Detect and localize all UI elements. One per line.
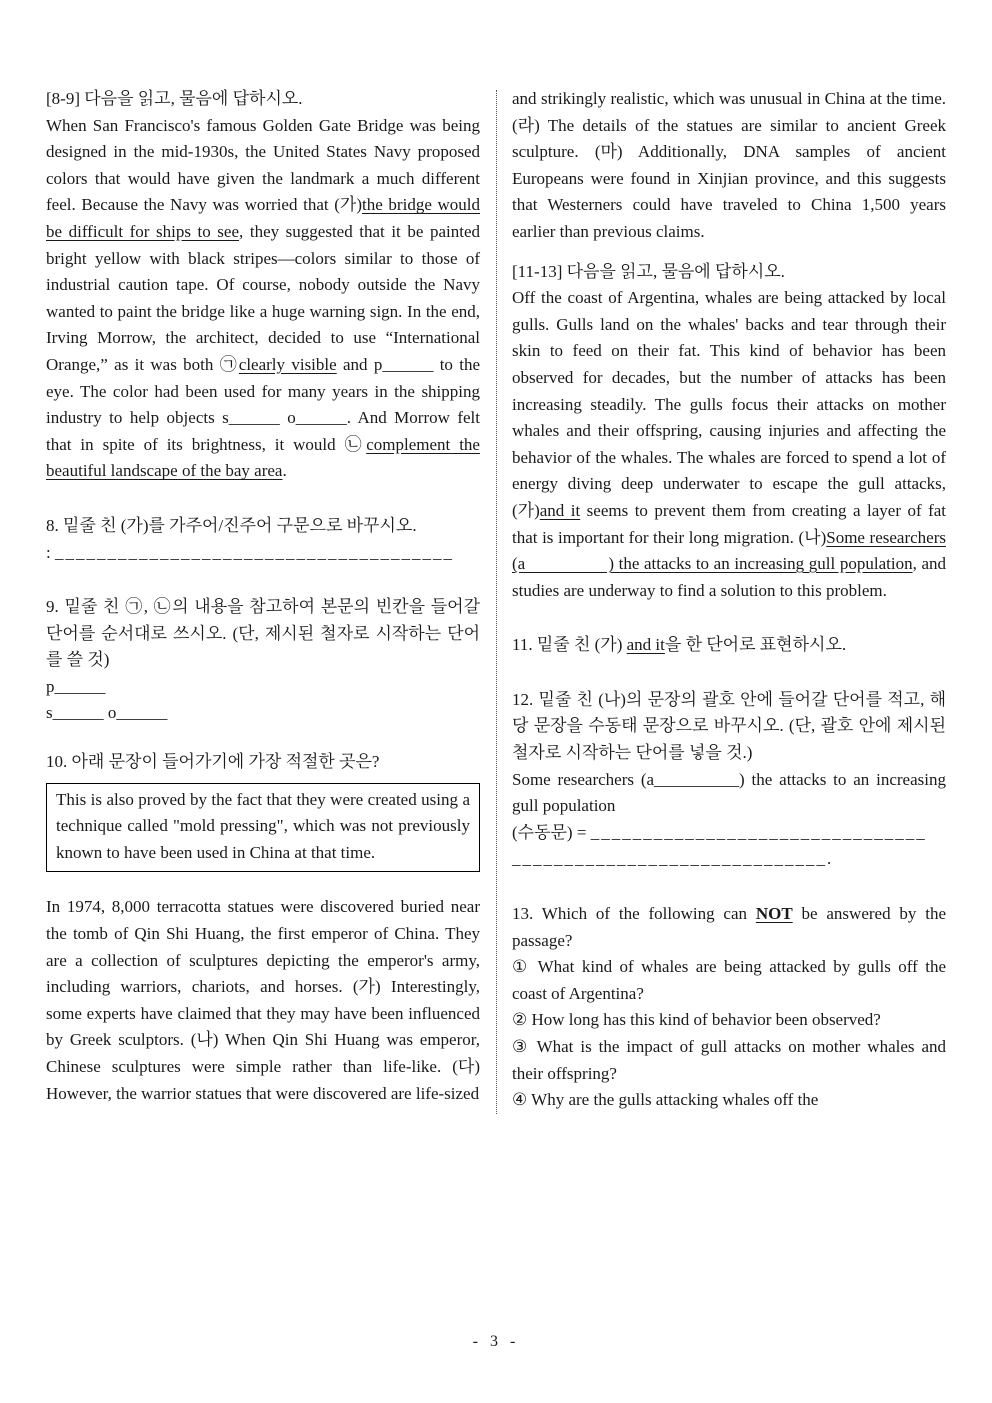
not-emphasis: NOT (755, 904, 793, 924)
passage-terracotta-continued: and strikingly realistic, which was unusual in China at the time. (라) The details of the statues are similar to ancient Greek sculpture. (마) Additionally, DNA samples of ancient Europeans were found in Xinjian province, and this suggests that Westerners could have traveled to China 1,500 years earlier than previous claims. (512, 89, 946, 241)
question-12-prompt: 12. 밑줄 친 (나)의 문장의 괄호 안에 들어갈 단어를 적고, 해당 문장을 수동태 문장으로 바꾸시오. (단, 괄호 안에 제시된 철자로 시작하는 단어를 넣을 것.) (512, 689, 946, 763)
underlined-phrase-na: Some researchers (a ) the attacks to an increasing gull population (512, 527, 946, 574)
passage-text: When San Francisco's famous Golden Gate Bridge was being designed in the mid-1930s, the United States Navy proposed colors that would have given the landmark a much different feel. Because the Navy was worried that (가) (46, 115, 480, 215)
question-12-passive-line-1: (수동문) = ________________________________ (512, 822, 927, 842)
question-13-option-1: ① What kind of whales are being attacked by gulls off the coast of Argentina? (512, 957, 946, 1003)
question-12-passive-line-2 (512, 846, 946, 873)
question-8 (46, 513, 480, 566)
underlined-phrase-ga: the bridge would be difficult for ships to see (46, 195, 481, 241)
section-11-13-header: [11-13] 다음을 읽고, 물음에 답하시오. (512, 261, 785, 281)
column-divider (496, 90, 497, 1114)
answer-blank: ______________________________________ (54, 542, 454, 562)
passage-whales-gulls (512, 285, 946, 604)
answer-blank: ______________________________. (512, 849, 834, 869)
passage-text: , they suggested that it be painted bright yellow with black stripes—colors similar to those of industrial caution tape. Of course, nobody outside the Navy wanted to paint the bridge like a huge warning sign. In the end, Irving Morrow, the architect, decided to use “International Orange,” as it was both ㉠ (46, 221, 480, 374)
insert-sentence-text: This is also proved by the fact that they were created using a technique called "mold pressing", which was not previously known to have been used in China at that time. (56, 789, 470, 862)
question-9-blank-s-o: s______ o______ (46, 703, 168, 723)
right-column (512, 86, 946, 1114)
question-13-option-3: ③ What is the impact of gull attacks on mother whales and their offspring? (512, 1037, 946, 1083)
left-column (46, 86, 480, 1114)
question-11-prompt: 11. 밑줄 친 (가) and it을 한 단어로 표현하시오. (512, 635, 847, 655)
answer-blank: ________________________________ (590, 822, 927, 842)
question-8-prompt: 8. 밑줄 친 (가)를 가주어/진주어 구문으로 바꾸시오. (46, 515, 417, 535)
passage-text: Off the coast of Argentina, whales are being attacked by local gulls. Gulls land on the whales' backs and tear through their skin to feed on their fat. This kind of behavior has been observed for decades, but the number of attacks has been increasing steadily. The gulls focus their attacks on mother whales and their offspring, causing injuries and affecting the behavior of the whales. The whales are forced to spend a lot of energy diving deep underwater to escape the gull attacks, (가) (512, 288, 946, 520)
question-13 (512, 901, 946, 1114)
question-9-prompt: 9. 밑줄 친 ㉠, ㉡의 내용을 참고하여 본문의 빈칸을 들어갈 단어를 순서대로 쓰시오. (단, 제시된 철자로 시작하는 단어를 쓸 것) (46, 597, 480, 670)
insert-sentence-box (46, 783, 480, 873)
underlined-phrase-circle1: clearly visible (238, 354, 337, 374)
underlined-phrase-ga: and it (539, 500, 581, 520)
passage-text: seems to prevent them from creating a layer of fat that is important for their long migration. (나) (512, 500, 946, 547)
question-13-prompt: 13. Which of the following can NOT be answered by the passage? (512, 904, 946, 950)
passage-text: , and studies are underway to find a solution to this problem. (512, 554, 947, 600)
passage-text: . (282, 461, 287, 481)
question-13-option-4: ④ Why are the gulls attacking whales off the (512, 1090, 819, 1110)
underlined-phrase-circle2: complement the beautiful landscape of the bay area (46, 434, 480, 481)
question-8-answer-line: : ______________________________________ (46, 542, 454, 562)
passage-golden-gate-bridge (46, 113, 480, 485)
question-12 (512, 687, 946, 873)
passage-terracotta: In 1974, 8,000 terracotta statues were discovered buried near the tomb of Qin Shi Huang, the first emperor of China. They are a collection of sculptures depicting the emperor's army, including warriors, chariots, and horses. (가) Interestingly, some experts have claimed that they may have been influenced by Greek sculptors. (나) When Qin Shi Huang was emperor, Chinese sculptures were simple rather than life-like. (다) However, the warrior statues that were discovered are life-sized (46, 897, 480, 1103)
question-11 (512, 632, 946, 659)
question-13-option-2: ② How long has this kind of behavior been observed? (512, 1010, 881, 1030)
page-number: - 3 - (472, 1333, 520, 1350)
question-10 (46, 749, 480, 872)
question-12-sentence: Some researchers (a__________) the attacks to an increasing gull population (512, 769, 946, 816)
passage-text: and p______ to the eye. The color had been used for many years in the shipping industry to help objects s______ o______. And Morrow felt that in spite of its brightness, it would ㉡ (46, 354, 481, 454)
exam-page-body (46, 86, 946, 1114)
underlined-and-it: and it (626, 635, 665, 655)
section-8-9-header: [8-9] 다음을 읽고, 물음에 답하시오. (46, 89, 303, 108)
question-10-prompt: 10. 아래 문장이 들어가기에 가장 적절한 곳은? (46, 752, 380, 772)
question-9-blank-p: p______ (46, 676, 106, 696)
question-9 (46, 594, 480, 727)
